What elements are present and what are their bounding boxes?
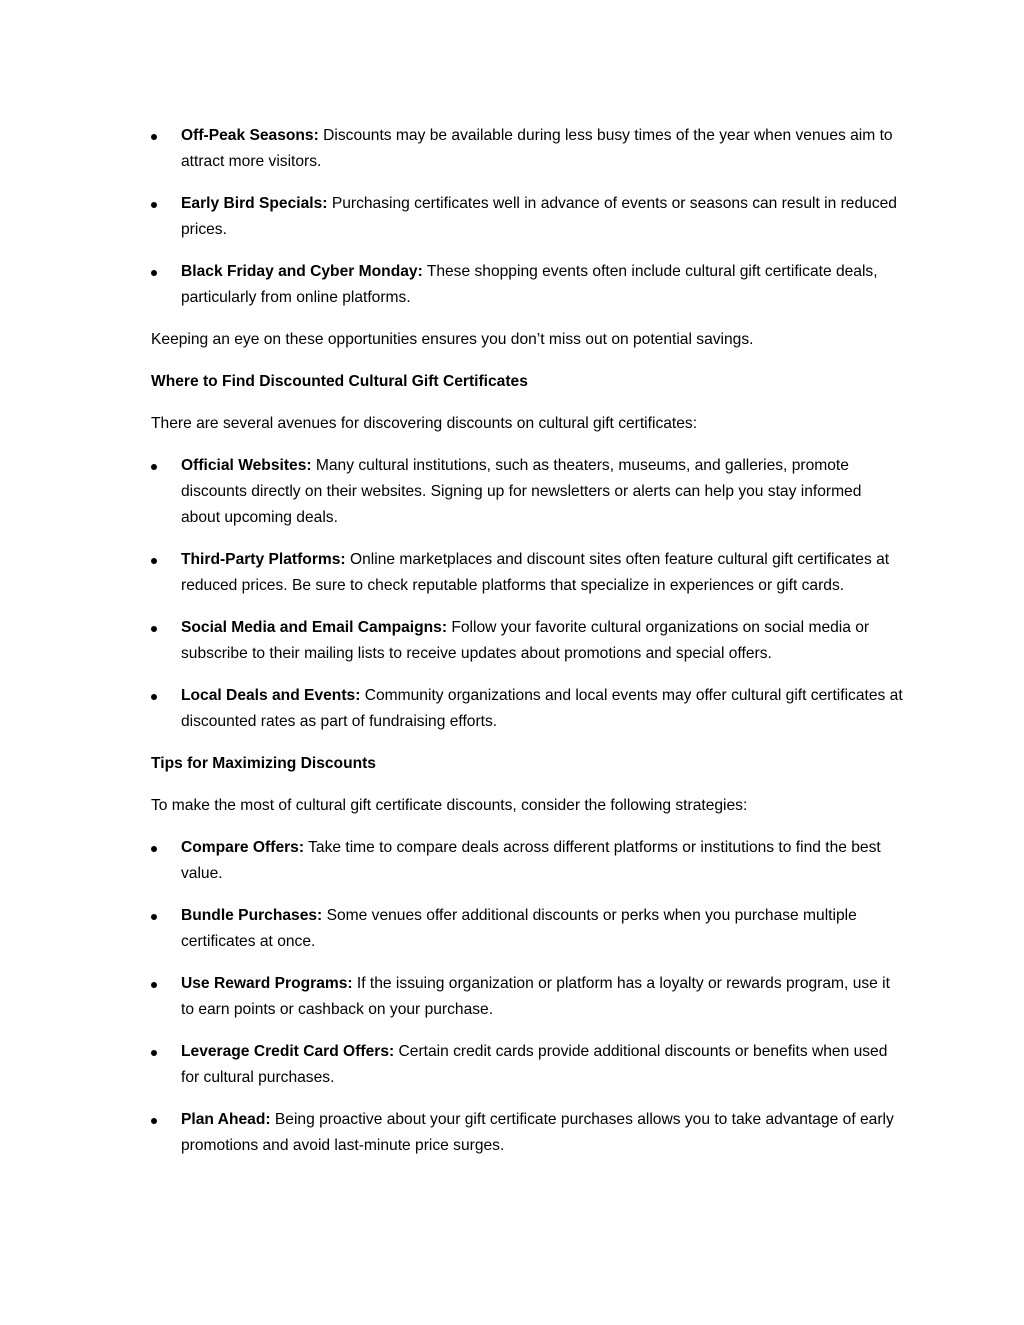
bullet-icon [151,846,157,852]
list-item-term: Use Reward Programs: [181,975,353,992]
list-item-term: Black Friday and Cyber Monday: [181,263,423,280]
list-item-text: Purchasing certificates well in advance of events or seasons can result in reduced prices. [181,195,897,238]
bullet-icon [151,464,157,470]
list-item [151,903,903,955]
bullet-icon [151,914,157,920]
seasonal-discounts-list [151,123,903,311]
list-item-term: Early Bird Specials: [181,195,328,212]
list-item-text: If the issuing organization or platform has a loyalty or rewards program, use it to earn points or cashback on your purchase. [181,975,890,1018]
list-item [151,191,903,243]
list-item-text: Certain credit cards provide additional discounts or benefits when used for cultural purchases. [181,1043,888,1086]
bullet-icon [151,982,157,988]
list-item [151,453,903,531]
list-item-term: Social Media and Email Campaigns: [181,619,448,636]
list-item [151,547,903,599]
section-heading: Where to Find Discounted Cultural Gift Certificates [151,373,528,390]
bullet-icon [151,270,157,276]
list-item-term: Leverage Credit Card Offers: [181,1043,395,1060]
paragraph: To make the most of cultural gift certificate discounts, consider the following strategies: [151,797,748,814]
list-item [151,1039,903,1091]
list-item-term: Official Websites: [181,457,312,474]
where-to-find-list [151,453,903,735]
bullet-icon [151,626,157,632]
paragraph: Keeping an eye on these opportunities ensures you don’t miss out on potential savings. [151,331,754,348]
list-item-term: Off-Peak Seasons: [181,127,319,144]
list-item-term: Compare Offers: [181,839,305,856]
bullet-icon [151,1118,157,1124]
bullet-icon [151,694,157,700]
list-item-text: Take time to compare deals across different platforms or institutions to find the best value. [181,839,881,882]
bullet-icon [151,202,157,208]
list-item-text: Discounts may be available during less busy times of the year when venues aim to attract more visitors. [181,127,893,170]
list-item [151,683,903,735]
list-item-term: Local Deals and Events: [181,687,361,704]
list-item-text: Community organizations and local events may offer cultural gift certificates at discounted rates as part of fundraising efforts. [181,687,903,730]
list-item-text: Many cultural institutions, such as theaters, museums, and galleries, promote discounts directly on their websites. Signing up for newsletters or alerts can help you stay informed about upcoming deals. [181,457,862,526]
section-heading: Tips for Maximizing Discounts [151,755,376,772]
paragraph: There are several avenues for discovering discounts on cultural gift certificates: [151,415,698,432]
list-item-text: Being proactive about your gift certificate purchases allows you to take advantage of early promotions and avoid last-minute price surges. [181,1111,894,1154]
list-item [151,1107,903,1159]
bullet-icon [151,134,157,140]
tips-list [151,835,903,1159]
list-item-text: Some venues offer additional discounts or perks when you purchase multiple certificates at once. [181,907,857,950]
list-item [151,971,903,1023]
list-item-term: Plan Ahead: [181,1111,271,1128]
list-item-text: These shopping events often include cultural gift certificate deals, particularly from online platforms. [181,263,878,306]
list-item [151,123,903,175]
list-item [151,835,903,887]
list-item-term: Bundle Purchases: [181,907,323,924]
bullet-icon [151,558,157,564]
list-item [151,615,903,667]
list-item-term: Third-Party Platforms: [181,551,346,568]
list-item-text: Online marketplaces and discount sites often feature cultural gift certificates at reduced prices. Be sure to check reputable platforms that specialize in experiences or gift cards. [181,551,890,594]
document-page [151,123,903,1175]
list-item [151,259,903,311]
list-item-text: Follow your favorite cultural organizations on social media or subscribe to their mailing lists to receive updates about promotions and special offers. [181,619,870,662]
bullet-icon [151,1050,157,1056]
